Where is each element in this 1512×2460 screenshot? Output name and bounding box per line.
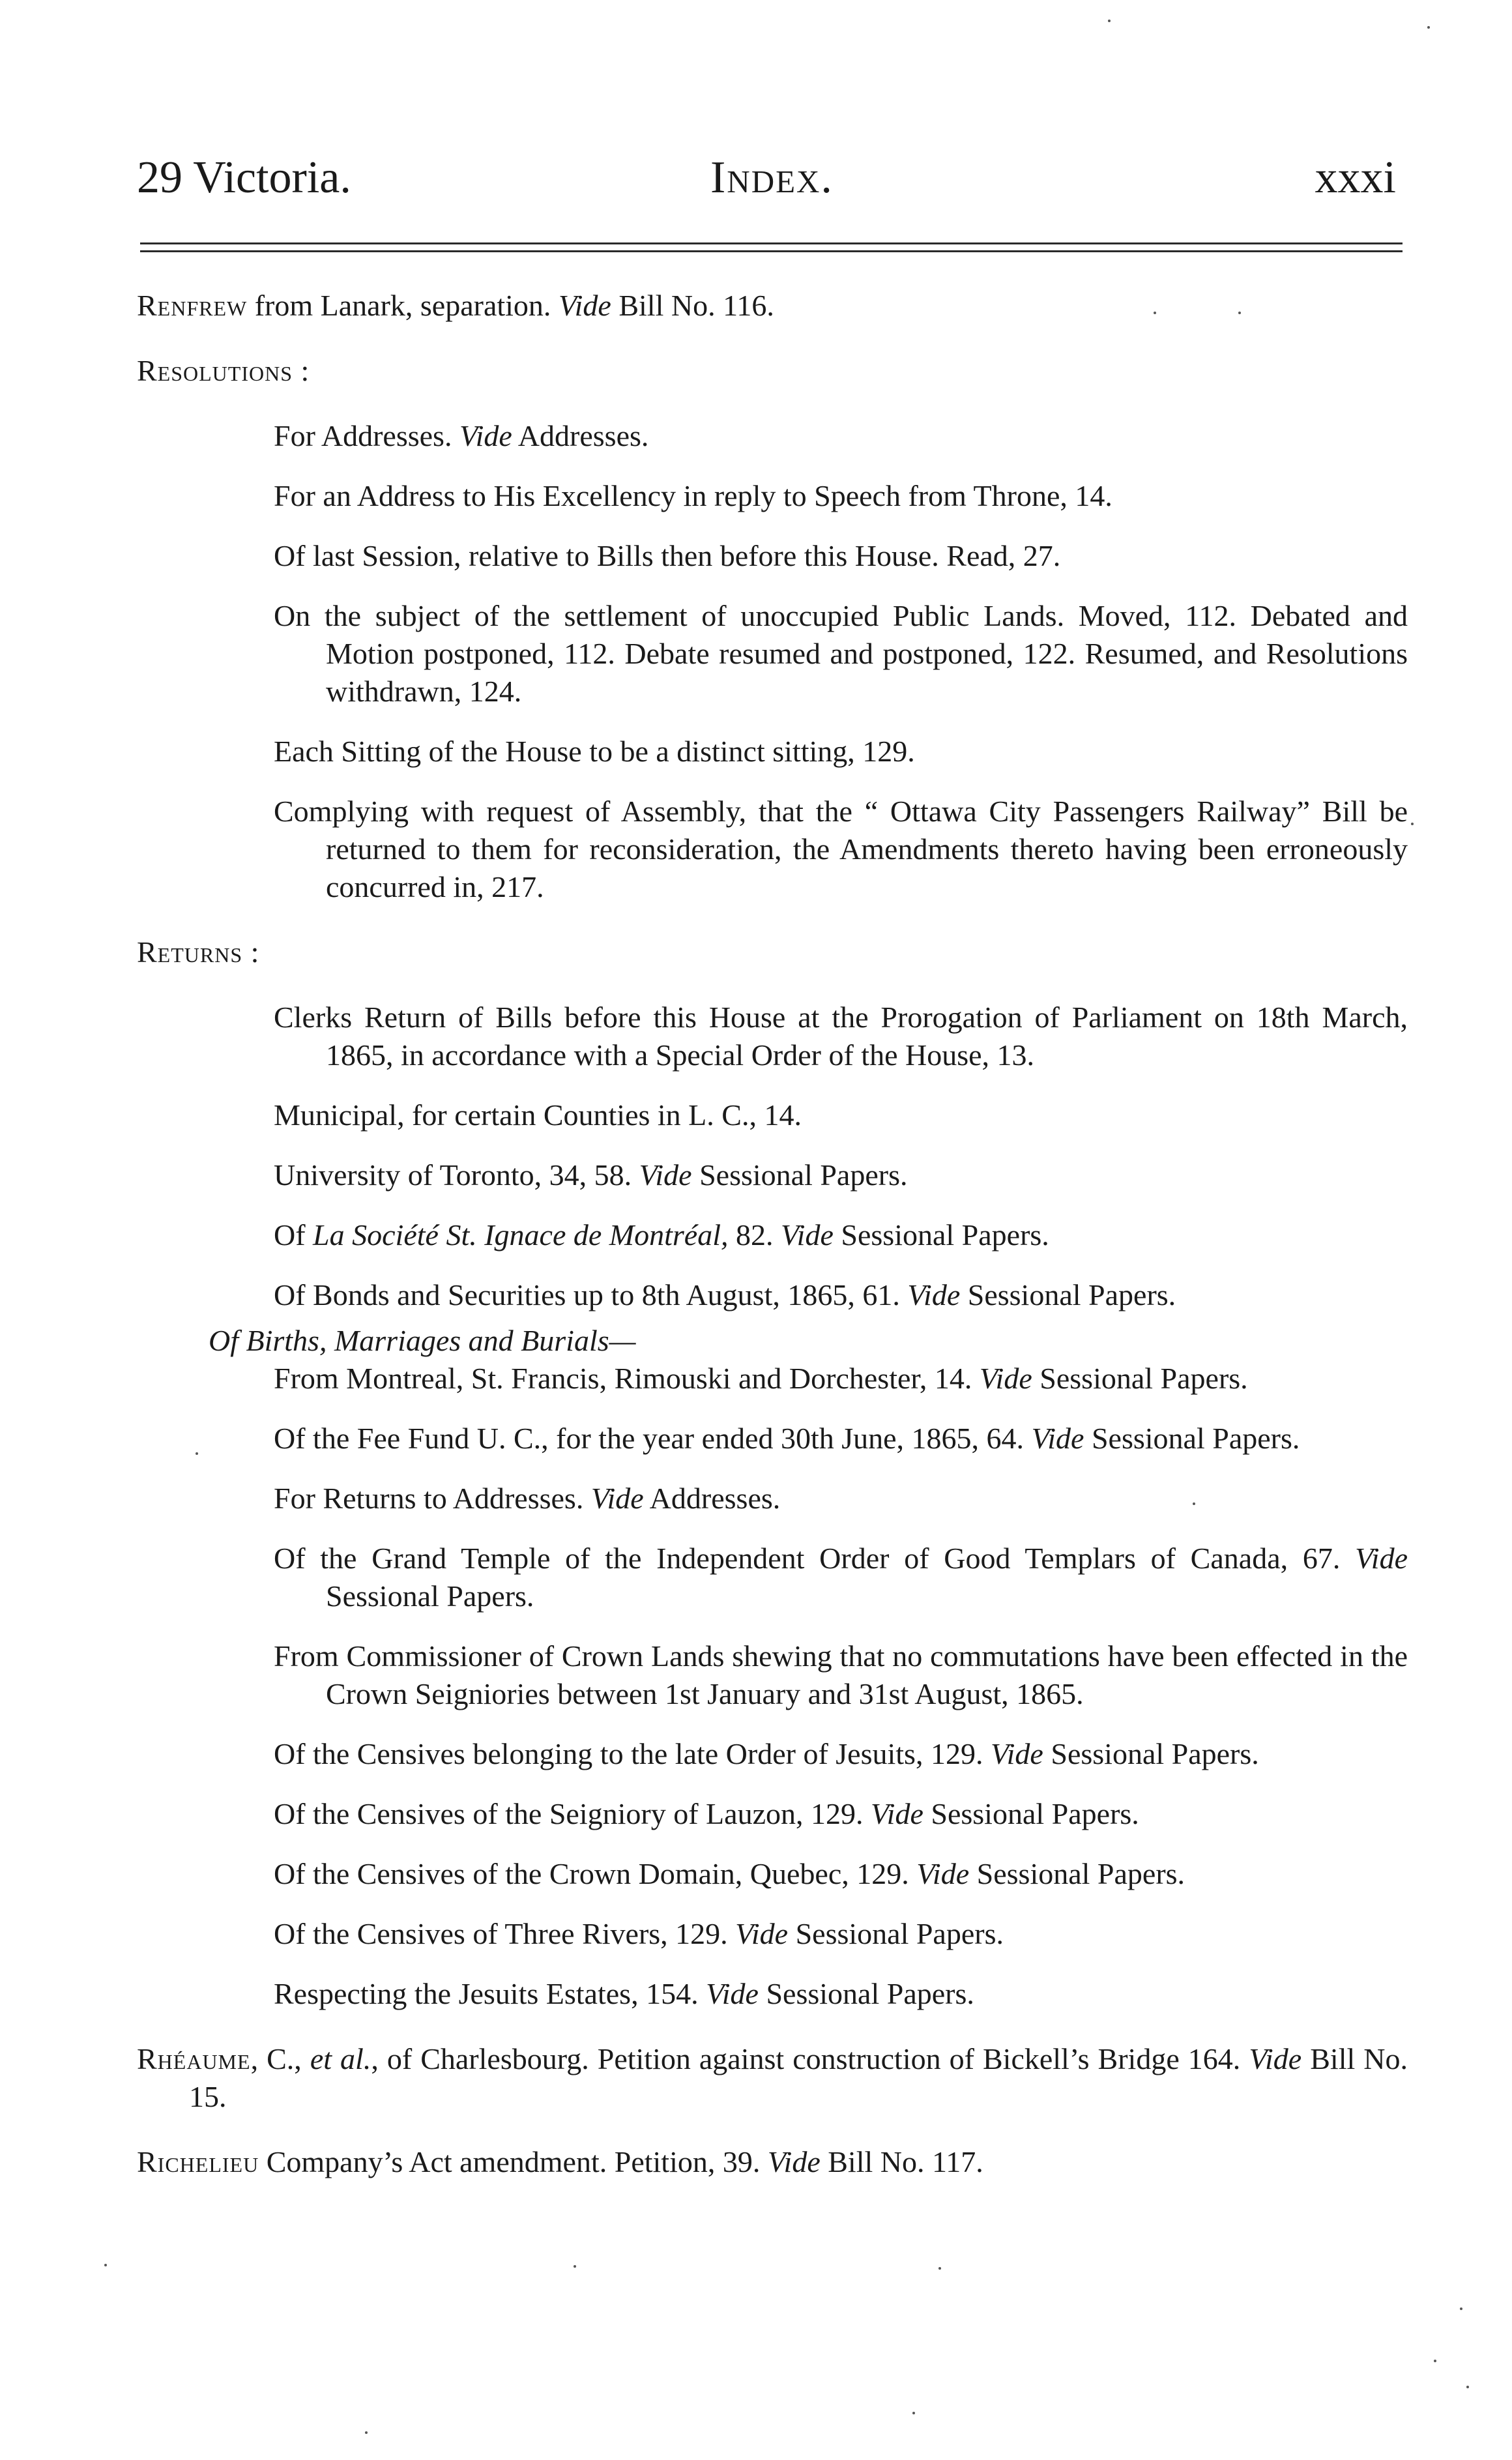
resolution-item: For Addresses. Vide Addresses. [274, 419, 649, 452]
header-rule-bottom [140, 250, 1403, 252]
return-item: Municipal, for certain Counties in L. C., 14. [274, 1098, 802, 1132]
running-header-left: 29 Victoria. [137, 153, 351, 203]
index-body [137, 287, 1408, 2181]
index-entry-rheaume: Rhéaume, C., et al., of Charlesbourg. Petition against construction of Bickell’s Bridge 164. Vide Bill No. 15. [137, 2042, 1408, 2113]
return-item: Of the Censives of the Crown Domain, Quebec, 129. Vide Sessional Papers. [274, 1857, 1185, 1890]
resolution-item: On the subject of the settlement of unoccupied Public Lands. Moved, 112. Debated and Motion postponed, 112. Debate resumed and postponed, 122. Resumed, and Resolutions withdrawn, 124. [274, 599, 1408, 708]
header-rule-top [140, 242, 1403, 244]
entry-head: Renfrew [137, 289, 248, 322]
return-item: Of Bonds and Securities up to 8th August, 1865, 61. Vide Sessional Papers. [274, 1278, 1176, 1311]
subheading-births-marriages-burials: Of Births, Marriages and Burials— [209, 1324, 636, 1357]
return-item: For Returns to Addresses. Vide Addresses. [274, 1482, 781, 1515]
return-item: From Montreal, St. Francis, Rimouski and Dorchester, 14. Vide Sessional Papers. [274, 1362, 1248, 1395]
resolution-item: Of last Session, relative to Bills then before this House. Read, 27. [274, 539, 1061, 572]
index-entry-renfrew: Renfrew from Lanark, separation. Vide Bill No. 116. [137, 289, 774, 322]
index-entry-richelieu: Richelieu Company’s Act amendment. Petition, 39. Vide Bill No. 117. [137, 2145, 983, 2178]
resolution-item: Each Sitting of the House to be a distinct sitting, 129. [274, 735, 915, 768]
page-number: xxxi [1315, 153, 1396, 203]
return-item: Of the Censives of the Seigniory of Lauzon, 129. Vide Sessional Papers. [274, 1797, 1139, 1830]
section-heading-returns: Returns : [137, 935, 260, 969]
return-item: University of Toronto, 34, 58. Vide Sessional Papers. [274, 1158, 908, 1192]
return-item: Of the Censives belonging to the late Order of Jesuits, 129. Vide Sessional Papers. [274, 1737, 1259, 1770]
entry-head: Rhéaume [137, 2042, 251, 2075]
resolution-item: Complying with request of Assembly, that the “ Ottawa City Passengers Railway” Bill be returned to them for reconsideration, the Amendments thereto having been erroneously concurred in, 217. [274, 795, 1408, 903]
return-item: From Commissioner of Crown Lands shewing that no commutations have been effected in the Crown Seigniories between 1st January and 31st August, 1865. [274, 1639, 1408, 1710]
section-heading-resolutions: Resolutions : [137, 354, 310, 387]
return-item: Of the Fee Fund U. C., for the year ended 30th June, 1865, 64. Vide Sessional Papers. [274, 1422, 1300, 1455]
return-item: Of the Censives of Three Rivers, 129. Vide Sessional Papers. [274, 1917, 1004, 1950]
return-item: Of the Grand Temple of the Independent Order of Good Templars of Canada, 67. Vide Sessional Papers. [274, 1542, 1408, 1613]
entry-head: Richelieu [137, 2145, 259, 2178]
resolution-item: For an Address to His Excellency in reply to Speech from Throne, 14. [274, 479, 1112, 512]
running-header-title: Index. [710, 153, 834, 203]
return-item: Clerks Return of Bills before this House at the Prorogation of Parliament on 18th March, 1865, in accordance with a Special Order of the House, 13. [274, 1001, 1408, 1072]
return-item: Respecting the Jesuits Estates, 154. Vide Sessional Papers. [274, 1977, 974, 2010]
return-item: Of La Société St. Ignace de Montréal, 82. Vide Sessional Papers. [274, 1218, 1049, 1252]
